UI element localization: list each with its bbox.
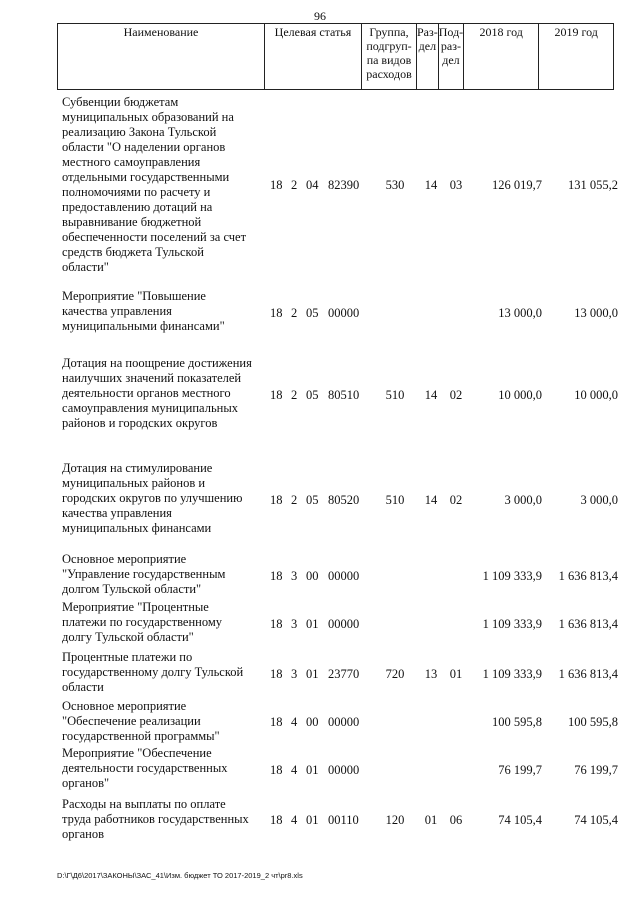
target-program: 18	[270, 813, 283, 827]
target-program: 18	[270, 493, 283, 507]
target-subprogram: 4	[291, 715, 298, 729]
target-event: 00	[306, 715, 319, 729]
target-subprogram: 3	[291, 569, 298, 583]
header-subsection: Под- раз- дел	[438, 24, 463, 90]
target-subprogram: 4	[291, 813, 298, 827]
target-direction: 82390	[328, 178, 360, 192]
target-program: 18	[270, 306, 283, 320]
target-direction: 00110	[328, 813, 359, 827]
value-2018: 76 199,7	[498, 763, 542, 777]
expense-group: 720	[385, 667, 405, 681]
header-2019: 2019 год	[539, 24, 614, 90]
value-2019: 1 636 813,4	[558, 569, 618, 583]
value-2018: 1 109 333,9	[482, 667, 542, 681]
subsection: 02	[449, 388, 463, 402]
value-2018: 3 000,0	[504, 493, 542, 507]
expense-group: 120	[385, 813, 405, 827]
value-2018: 126 019,7	[492, 178, 542, 192]
target-direction: 23770	[328, 667, 360, 681]
target-direction: 00000	[328, 569, 360, 583]
subsection: 06	[449, 813, 463, 827]
value-2019: 10 000,0	[574, 388, 618, 402]
value-2018: 1 109 333,9	[482, 569, 542, 583]
header-group: Группа, подгруп- па видов расходов	[362, 24, 417, 90]
target-program: 18	[270, 715, 283, 729]
value-2019: 3 000,0	[580, 493, 618, 507]
subsection: 01	[449, 667, 463, 681]
target-subprogram: 2	[291, 388, 298, 402]
value-2018: 13 000,0	[498, 306, 542, 320]
target-event: 05	[306, 388, 319, 402]
value-2019: 74 105,4	[574, 813, 618, 827]
value-2019: 13 000,0	[574, 306, 618, 320]
target-program: 18	[270, 388, 283, 402]
target-subprogram: 2	[291, 493, 298, 507]
target-event: 01	[306, 667, 319, 681]
header-name: Наименование	[58, 24, 265, 90]
subsection: 02	[449, 493, 463, 507]
target-program: 18	[270, 617, 283, 631]
target-subprogram: 2	[291, 178, 298, 192]
row-name: Мероприятие "Процентные платежи по государственному долгу Тульской области"	[62, 600, 222, 644]
target-event: 00	[306, 569, 319, 583]
value-2019: 1 636 813,4	[558, 617, 618, 631]
target-subprogram: 4	[291, 763, 298, 777]
value-2018: 1 109 333,9	[482, 617, 542, 631]
target-event: 05	[306, 306, 319, 320]
target-direction: 00000	[328, 617, 360, 631]
value-2019: 1 636 813,4	[558, 667, 618, 681]
subsection: 03	[449, 178, 463, 192]
target-subprogram: 2	[291, 306, 298, 320]
value-2019: 76 199,7	[574, 763, 618, 777]
target-event: 01	[306, 813, 319, 827]
target-event: 01	[306, 617, 319, 631]
section: 14	[424, 493, 438, 507]
value-2018: 100 595,8	[492, 715, 542, 729]
value-2018: 74 105,4	[498, 813, 542, 827]
value-2019: 100 595,8	[568, 715, 618, 729]
expense-group: 510	[385, 493, 405, 507]
header-target: Целевая статья	[265, 24, 362, 90]
target-subprogram: 3	[291, 617, 298, 631]
value-2019: 131 055,2	[568, 178, 618, 192]
section: 14	[424, 388, 438, 402]
row-name: Основное мероприятие "Обеспечение реализации государственной программы"	[62, 699, 220, 743]
section: 13	[424, 667, 438, 681]
target-direction: 00000	[328, 715, 360, 729]
row-name: Основное мероприятие "Управление государственным долгом Тульской области"	[62, 552, 226, 596]
target-subprogram: 3	[291, 667, 298, 681]
header-2018: 2018 год	[464, 24, 539, 90]
row-name: Расходы на выплаты по оплате труда работников государственных органов	[62, 797, 249, 841]
target-program: 18	[270, 667, 283, 681]
target-direction: 80510	[328, 388, 360, 402]
row-name: Дотация на стимулирование муниципальных районов и городских округов по улучшению качества управления муниципальных финансами	[62, 461, 243, 535]
row-name: Субвенции бюджетам муниципальных образований на реализацию Закона Тульской области "О наделении органов местного самоуправления отдельными государственными полномочиями по расчету и предоставлению дотаций на выравнивание бюджетной обеспеченности поселений за счет средств бюджета Тульской области"	[62, 95, 247, 274]
expense-group: 510	[385, 388, 405, 402]
target-program: 18	[270, 178, 283, 192]
row-name: Процентные платежи по государственному долгу Тульской области	[62, 650, 244, 694]
section: 14	[424, 178, 438, 192]
header-section: Раз- дел	[417, 24, 439, 90]
target-program: 18	[270, 763, 283, 777]
target-event: 04	[306, 178, 319, 192]
target-direction: 80520	[328, 493, 360, 507]
target-program: 18	[270, 569, 283, 583]
target-event: 01	[306, 763, 319, 777]
target-event: 05	[306, 493, 319, 507]
section: 01	[424, 813, 438, 827]
target-direction: 00000	[328, 763, 360, 777]
row-name: Мероприятие "Обеспечение деятельности государственных органов"	[62, 746, 228, 790]
footer-file-path: D:\Г\Д6\2017\ЗАКОНЫ\ЗАС_41\Изм. бюджет ТО 2017-2019_2 чт\pr8.xls	[57, 871, 303, 880]
row-name: Мероприятие "Повышение качества управления муниципальными финансами"	[62, 289, 225, 333]
page-number: 96	[314, 9, 326, 23]
expense-group: 530	[385, 178, 405, 192]
target-direction: 00000	[328, 306, 360, 320]
row-name: Дотация на поощрение достижения наилучших значений показателей деятельности органов местного самоуправления муниципальных районов и городских округов	[62, 356, 252, 430]
value-2018: 10 000,0	[498, 388, 542, 402]
